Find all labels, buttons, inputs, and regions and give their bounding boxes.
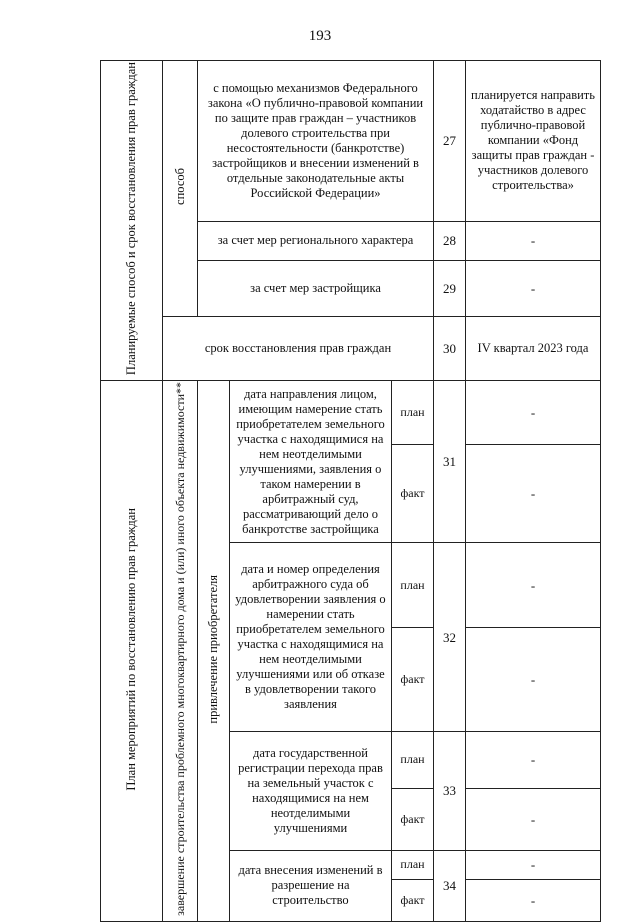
row33-plan-label: план	[392, 732, 434, 789]
row31-plan-label: план	[392, 381, 434, 445]
row28-value: -	[466, 221, 601, 261]
row28-num: 28	[434, 221, 466, 261]
row33-text: дата государственной регистрации перехода прав на земельный участок с находящимися на нем неотделимыми улучшениями	[230, 732, 392, 851]
form-table	[100, 60, 601, 922]
page-number: 193	[308, 28, 332, 44]
row33-fact-label: факт	[392, 788, 434, 850]
row32-num: 32	[434, 543, 466, 732]
section1-header-cell	[101, 61, 163, 381]
row29-text: за счет мер застройщика	[198, 261, 434, 317]
section1-header: Планируемые способ и срок восстановления прав граждан	[124, 62, 138, 376]
row29-num: 29	[434, 261, 466, 317]
row34-plan-label: план	[392, 850, 434, 879]
row34-fact: -	[466, 879, 601, 921]
row34-plan: -	[466, 850, 601, 879]
row32-text: дата и номер определения арбитражного суда об удовлетворении заявления о намерении стать приобретателем земельного участка с находящимися на нем неотделимыми улучшениями или об отказе в удовлетворении такого заявления	[230, 543, 392, 732]
row28-text: за счет мер регионального характера	[198, 221, 434, 261]
row31-fact: -	[466, 445, 601, 543]
row32-plan: -	[466, 543, 601, 628]
row34-text: дата внесения изменений в разрешение на строительство	[230, 850, 392, 921]
row29-value: -	[466, 261, 601, 317]
row31-plan: -	[466, 381, 601, 445]
row33-num: 33	[434, 732, 466, 851]
section2-header: План мероприятий по восстановлению прав граждан	[124, 507, 138, 791]
row32-plan-label: план	[392, 543, 434, 628]
section2-subheader: завершение строительства проблемного многоквартирного дома и (или) иного объекта недвижимости**	[173, 382, 187, 916]
row30-num: 30	[434, 316, 466, 380]
section2-subheader-cell	[163, 381, 198, 922]
row31-text: дата направления лицом, имеющим намерение стать приобретателем земельного участка с находящимися на нем неотделимыми улучшениями, заявления о таком намерении в арбитражный суд, рассматривающий дело о банкротстве застройщика	[230, 381, 392, 543]
section2-header-cell	[101, 381, 163, 922]
row30-value: IV квартал 2023 года	[466, 316, 601, 380]
section2-subsubheader-cell	[198, 381, 230, 922]
row32-fact: -	[466, 628, 601, 732]
row27-num: 27	[434, 61, 466, 222]
row27-value: планируется направить ходатайство в адрес публично-правовой компании «Фонд защиты прав граждан - участников долевого строительства»	[466, 61, 601, 222]
section2-subsubheader: привлечение приобретателя	[206, 574, 220, 724]
row27-text: с помощью механизмов Федерального закона «О публично-правовой компании по защите прав граждан – участников долевого строительства при несостоятельности (банкротстве) застройщиков и внесении изменений в отдельные законодательные акты Российской Федерации»	[198, 61, 434, 222]
method-header-cell	[163, 61, 198, 317]
row33-fact: -	[466, 788, 601, 850]
method-header: способ	[172, 167, 187, 205]
row34-fact-label: факт	[392, 879, 434, 921]
row30-text: срок восстановления прав граждан	[163, 316, 434, 380]
row34-num: 34	[434, 850, 466, 921]
row32-fact-label: факт	[392, 628, 434, 732]
row31-num: 31	[434, 381, 466, 543]
row31-fact-label: факт	[392, 445, 434, 543]
row33-plan: -	[466, 732, 601, 789]
